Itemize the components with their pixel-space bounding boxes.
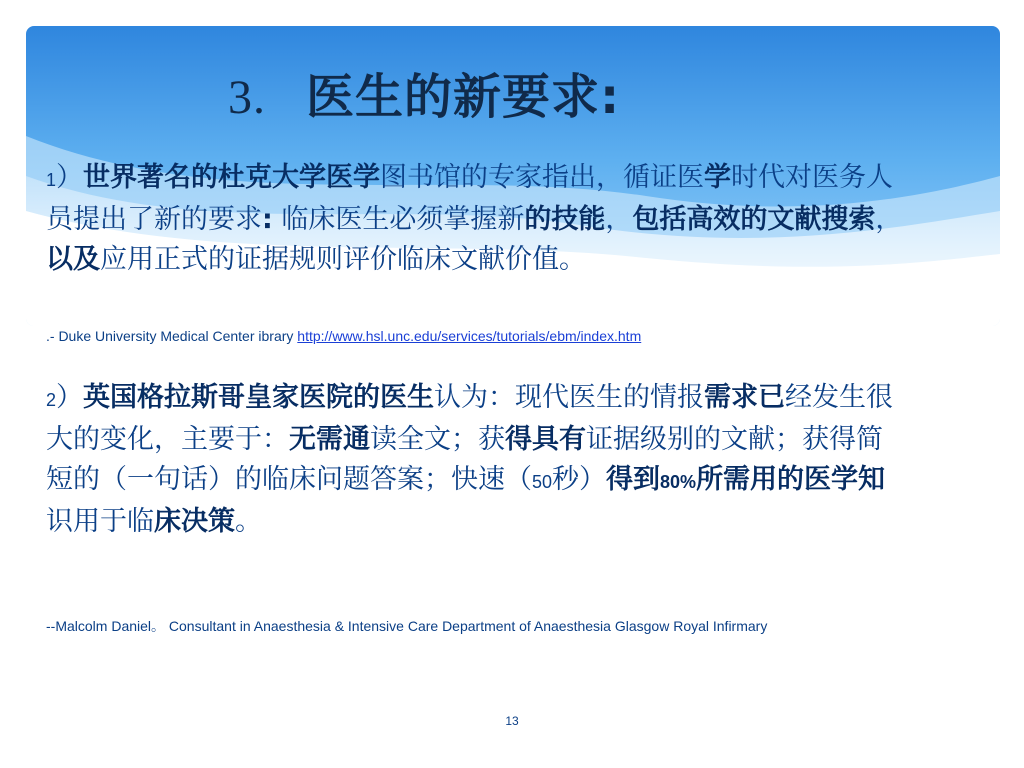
bold-text: 无需通 (289, 424, 370, 455)
body-text: ， (875, 204, 903, 235)
body-text: 经发生很大的变化，主要于： (46, 382, 894, 455)
body-text: 认为：现代医生的情报 (434, 382, 705, 413)
paren: ） (56, 162, 84, 193)
citation-text: .- Duke University Medical Center ibrary (46, 328, 298, 344)
colon: : (262, 204, 273, 235)
bold-text: 得到 (606, 464, 661, 495)
paragraph-number: 1 (46, 170, 57, 190)
source-link[interactable]: http://www.hsl.unc.edu/services/tutorials/ebm/index.htm (297, 328, 642, 344)
source-citation-1 (46, 328, 641, 344)
page-number: 13 (505, 714, 519, 728)
body-text: 读全文；获 (370, 424, 505, 455)
bold-text: 学 (704, 162, 732, 193)
paren: ） (56, 382, 84, 413)
body-text: 应用正式的证据规则评价临床文献价值。 (100, 244, 586, 275)
body-text: 识用于临 (46, 506, 154, 537)
bold-text: 以及 (46, 244, 100, 275)
bold-text: 所需用的医学知 (696, 464, 886, 495)
body-text: 。 (235, 506, 262, 537)
bold-text: 床决策 (154, 506, 235, 537)
bold-text: 需求已 (704, 382, 786, 413)
title-text: 医生的新要求: (306, 69, 621, 125)
bold-text: 英国格拉斯哥皇家医院的医生 (83, 382, 435, 413)
body-text: 证据级别的文献；获得简短的（一句话）的临床问题答案；快速（ (46, 424, 883, 495)
body-text: 临床医生必须掌握新 (272, 204, 525, 235)
slide-title (228, 58, 620, 127)
bold-text: 的技能 (524, 204, 606, 235)
number-text: 50 (532, 472, 553, 492)
source-citation-2: --Malcolm Daniel。 Consultant in Anaesthesia & Intensive Care Department of Anaesthesia Glasgow Royal Infirmary (46, 618, 768, 634)
paragraph-2 (46, 378, 906, 542)
bold-text: 包括高效的文献搜索 (632, 204, 876, 235)
body-text: 时代对医务人员提出了新的要求 (46, 162, 894, 235)
body-text: 图书馆的专家指出，循证医 (380, 162, 705, 193)
paragraph-1 (46, 158, 906, 280)
paragraph-number: 2 (46, 390, 57, 410)
body-text: ， (605, 204, 633, 235)
bold-text: 世界著名的杜克大学医学 (83, 162, 381, 193)
bold-text: 得具有 (505, 424, 586, 455)
title-number: 3. (228, 71, 266, 124)
body-text: 秒） (552, 464, 607, 495)
number-text: 80% (660, 472, 697, 492)
